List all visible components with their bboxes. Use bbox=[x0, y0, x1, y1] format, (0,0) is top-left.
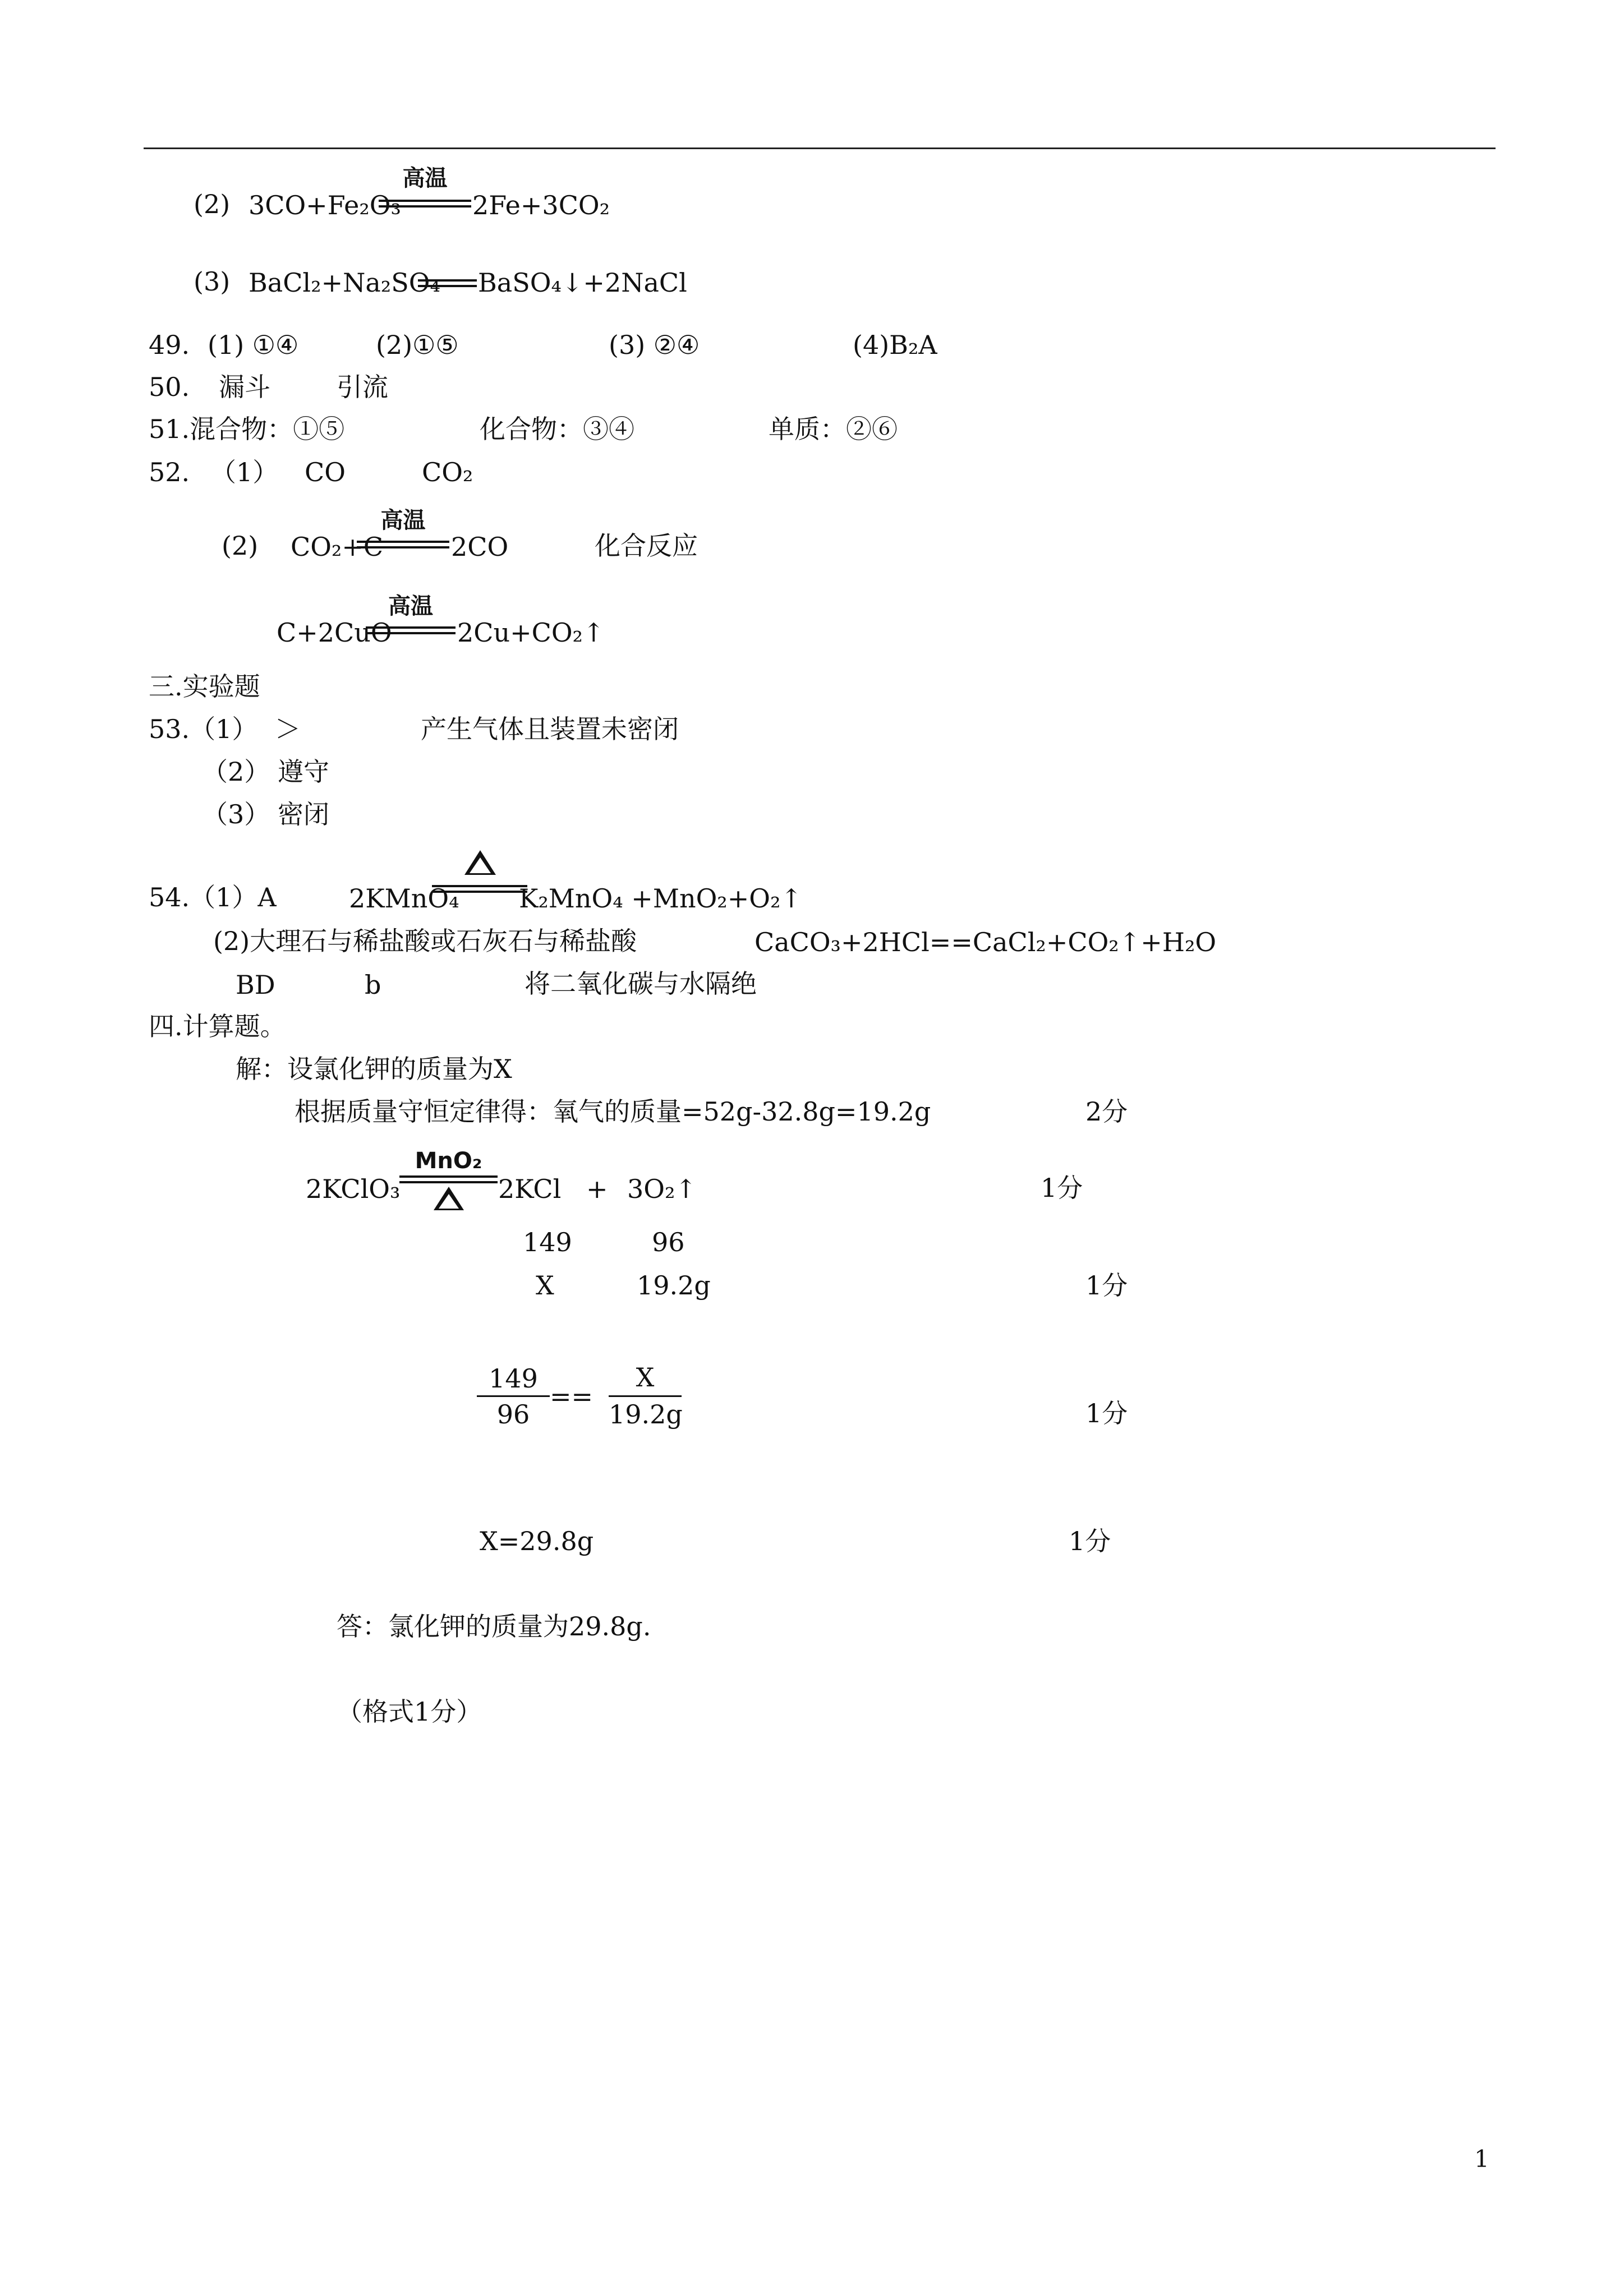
q49-part4: (4)B₂A bbox=[853, 330, 937, 360]
double-line-sign bbox=[399, 1175, 498, 1183]
q48-3-label: (3) bbox=[194, 266, 231, 297]
q54-3-answer-b: b bbox=[365, 970, 381, 1000]
condition-high-temp: 高温 bbox=[380, 508, 426, 533]
q48-3-lhs: BaCl₂+Na₂SO₄ bbox=[249, 268, 440, 298]
heat-triangle-inner bbox=[439, 1194, 459, 1209]
q53-1-label: 53.（1） bbox=[149, 714, 258, 744]
calc-var-b: 19.2g bbox=[637, 1270, 711, 1301]
calc-var-a: X bbox=[536, 1270, 554, 1301]
condition-high-temp: 高温 bbox=[388, 593, 433, 619]
q49-part3: (3) ②④ bbox=[609, 330, 700, 360]
q54-3-answer-a: BD bbox=[236, 970, 275, 1000]
q50-number: 50. bbox=[149, 372, 190, 402]
q53-1-symbol: ＞ bbox=[275, 714, 301, 744]
calc-molar-mass-a: 149 bbox=[523, 1227, 572, 1257]
section-3-heading: 三.实验题 bbox=[149, 671, 260, 702]
q53-1-text: 产生气体且装置未密闭 bbox=[421, 714, 679, 744]
q49-part2: (2)①⑤ bbox=[376, 330, 459, 360]
q51-compounds: 化合物：③④ bbox=[480, 414, 634, 444]
section-4-heading: 四.计算题。 bbox=[149, 1011, 286, 1041]
q52-1-answer-b: CO₂ bbox=[422, 457, 473, 487]
q52-1-answer-a: CO bbox=[305, 457, 346, 487]
heat-triangle-inner bbox=[470, 857, 491, 873]
calc-eq-rhs-b: 3O₂↑ bbox=[627, 1174, 697, 1204]
double-line-sign bbox=[432, 885, 527, 893]
q51-elements: 单质：②⑥ bbox=[769, 414, 898, 444]
q54-1-lhs: 2KMnO₄ bbox=[349, 883, 459, 914]
q52-eq2-lhs: C+2CuO bbox=[277, 617, 392, 648]
double-line-sign bbox=[366, 626, 456, 634]
q54-2-label: (2)大理石与稀盐酸或石灰石与稀盐酸 bbox=[213, 926, 637, 956]
calc-result-score: 1分 bbox=[1069, 1526, 1111, 1556]
calc-eq-rhs-a: 2KCl bbox=[498, 1174, 562, 1204]
q52-eq1-rhs: 2CO bbox=[451, 532, 509, 562]
q50-answer2: 引流 bbox=[337, 372, 388, 402]
calc-basis-score: 2分 bbox=[1085, 1096, 1128, 1127]
fraction-bar bbox=[609, 1395, 682, 1397]
calc-fraction-equals: == bbox=[550, 1381, 594, 1412]
fraction-denominator: 96 bbox=[496, 1399, 530, 1430]
q48-2-rhs: 2Fe+3CO₂ bbox=[472, 190, 610, 220]
q54-3-answer-c: 将二氧化碳与水隔绝 bbox=[525, 969, 757, 999]
q48-3-rhs: BaSO₄↓+2NaCl bbox=[478, 268, 687, 298]
q54-1-label: 54.（1）A bbox=[149, 882, 277, 912]
q49-part1: (1) ①④ bbox=[208, 330, 299, 360]
calc-solve-line: 解：设氯化钾的质量为X bbox=[236, 1054, 512, 1084]
q50-answer1: 漏斗 bbox=[219, 372, 270, 402]
calc-fraction-score: 1分 bbox=[1085, 1398, 1128, 1428]
double-line-sign bbox=[379, 200, 471, 208]
q52-eq1-lhs: CO₂+C bbox=[291, 532, 384, 562]
calc-answer: 答：氯化钾的质量为29.8g. bbox=[337, 1611, 651, 1642]
q48-2-lhs: 3CO+Fe₂O₃ bbox=[249, 190, 401, 220]
q48-2-label: (2) bbox=[194, 189, 231, 219]
q53-3-text: 密闭 bbox=[278, 799, 329, 829]
fraction-149-over-96 bbox=[477, 1363, 550, 1430]
fraction-x-over-19.2g bbox=[609, 1362, 682, 1430]
calc-eq-plus: + bbox=[586, 1174, 608, 1204]
q52-reaction-type: 化合反应 bbox=[595, 531, 698, 561]
q54-2-equation: CaCO₃+2HCl==CaCl₂+CO₂↑+H₂O bbox=[755, 927, 1217, 957]
header-rule bbox=[144, 147, 1496, 149]
q53-3-label: （3） bbox=[202, 799, 270, 829]
calc-eq-score: 1分 bbox=[1041, 1173, 1083, 1203]
calc-var-score: 1分 bbox=[1085, 1270, 1128, 1301]
q52-1-label: （1） bbox=[210, 457, 279, 487]
calc-basis-line: 根据质量守恒定律得：氧气的质量=52g-32.8g=19.2g bbox=[295, 1096, 931, 1127]
fraction-denominator: 19.2g bbox=[609, 1399, 683, 1430]
double-line-sign bbox=[357, 541, 449, 548]
fraction-numerator: X bbox=[636, 1362, 655, 1393]
q53-2-text: 遵守 bbox=[278, 757, 329, 787]
calc-molar-mass-b: 96 bbox=[652, 1227, 685, 1257]
q52-eq2-rhs: 2Cu+CO₂↑ bbox=[457, 617, 605, 648]
calc-eq-lhs: 2KClO₃ bbox=[306, 1174, 401, 1204]
calc-format-note: （格式1分） bbox=[337, 1696, 482, 1727]
catalyst-mno2: MnO₂ bbox=[415, 1148, 482, 1174]
page-number: 1 bbox=[1474, 2145, 1489, 2173]
fraction-bar bbox=[477, 1395, 550, 1397]
double-line-sign bbox=[418, 279, 477, 287]
q51-mixtures: 51.混合物：①⑤ bbox=[149, 414, 345, 444]
q53-2-label: （2） bbox=[202, 757, 270, 787]
q52-number: 52. bbox=[149, 457, 190, 487]
q52-2-label: (2) bbox=[222, 531, 259, 561]
q49-number: 49. bbox=[149, 330, 190, 360]
fraction-numerator: 149 bbox=[489, 1363, 538, 1394]
q54-1-rhs: K₂MnO₄ +MnO₂+O₂↑ bbox=[519, 883, 802, 914]
calc-result: X=29.8g bbox=[480, 1526, 594, 1556]
condition-high-temp: 高温 bbox=[402, 165, 448, 191]
